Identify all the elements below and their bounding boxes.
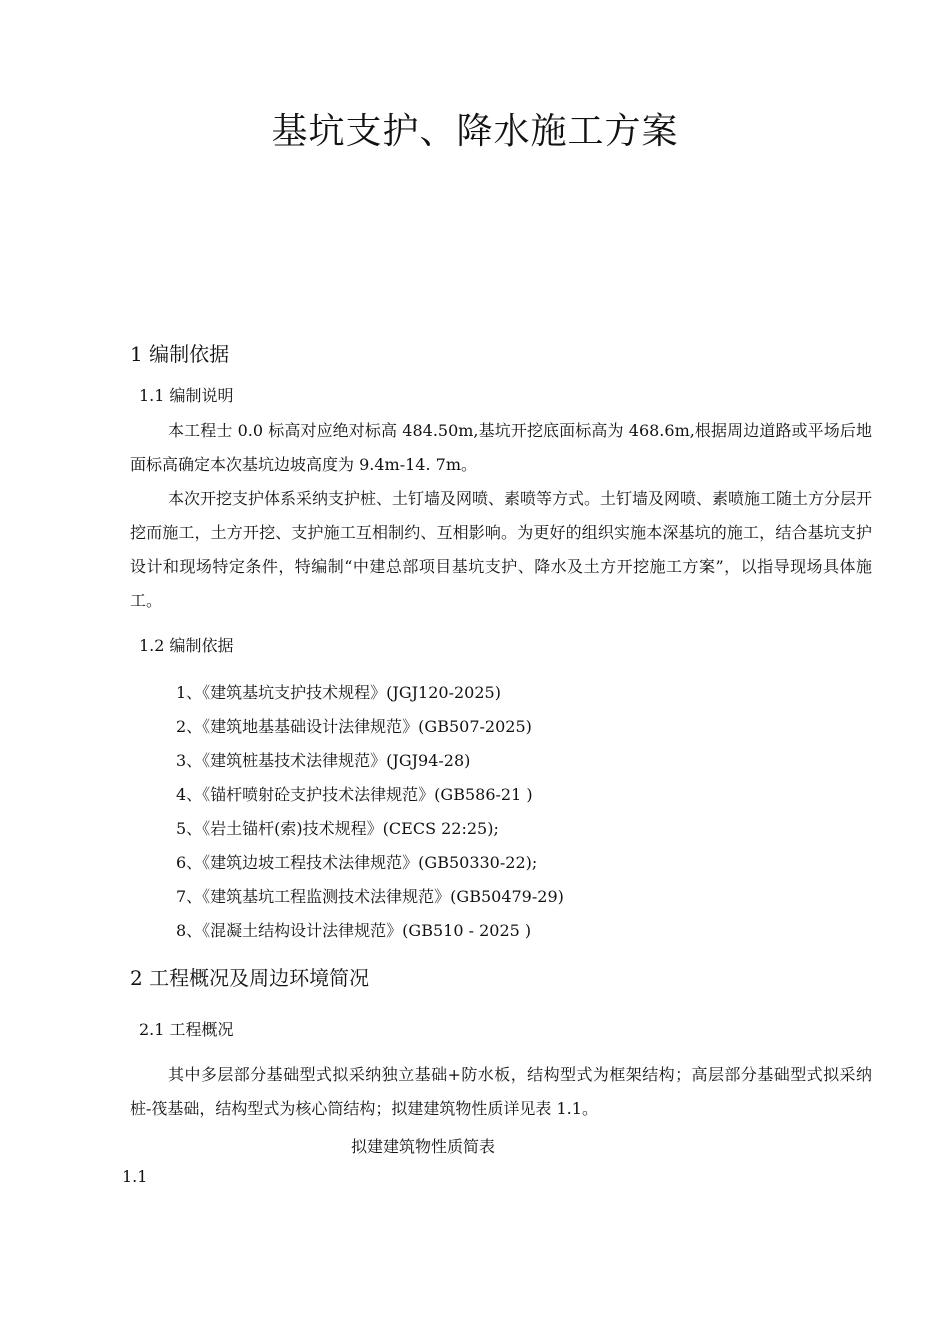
section-1-heading: 1 编制依据	[130, 342, 230, 366]
section-1-1-paragraph-2: 本次开挖支护体系采纳支护桩、土钉墙及网喷、素喷等方式。土钉墙及网喷、素喷施工随土方分层开挖而施工，土方开挖、支护施工互相制约、互相影响。为更好的组织实施本深基坑的施工，结合基坑支护设计和现场特定条件，特编制“中建总部项目基坑支护、降水及土方开挖施工方案”，以指导现场具体施工。	[130, 489, 873, 610]
section-2-1-paragraph: 其中多层部分基础型式拟采纳独立基础+防水板，结构型式为框架结构；高层部分基础型式拟采纳桩-筏基础，结构型式为核心筒结构；拟建建筑物性质详见表 1.1。	[130, 1065, 872, 1118]
table-number: 1.1	[122, 1167, 148, 1186]
reference-item: 7、《建筑基坑工程监测技术法律规范》(GB50479-29)	[176, 887, 564, 906]
reference-item: 3、《建筑桩基技术法律规范》(JGJ94-28)	[176, 751, 471, 770]
reference-item: 5、《岩土锚杆(索)技术规程》(CECS 22:25);	[176, 819, 499, 838]
document-title: 基坑支护、降水施工方案	[271, 111, 679, 152]
reference-item: 1、《建筑基坑支护技术规程》(JGJ120-2025)	[176, 683, 501, 702]
reference-item: 4、《锚杆喷射砼支护技术法律规范》(GB586-21 )	[176, 785, 533, 804]
reference-item: 2、《建筑地基基础设计法律规范》(GB507-2025)	[176, 717, 532, 736]
section-2-1-heading: 2.1 工程概况	[139, 1020, 234, 1039]
reference-list	[176, 676, 564, 948]
reference-item: 8、《混凝土结构设计法律规范》(GB510 - 2025 )	[176, 921, 532, 940]
reference-item: 6、《建筑边坡工程技术法律规范》(GB50330-22);	[176, 853, 538, 872]
table-caption: 拟建建筑物性质简表	[350, 1137, 495, 1156]
section-2-heading: 2 工程概况及周边环境简况	[130, 966, 370, 990]
section-1-1-heading: 1.1 编制说明	[139, 386, 234, 405]
section-1-2-heading: 1.2 编制依据	[139, 636, 234, 655]
section-1-1-paragraph-1: 本工程士 0.0 标高对应绝对标高 484.50m,基坑开挖底面标高为 468.6m,根据周边道路或平场后地面标高确定本次基坑边坡高度为 9.4m-14. 7m。	[130, 421, 872, 474]
